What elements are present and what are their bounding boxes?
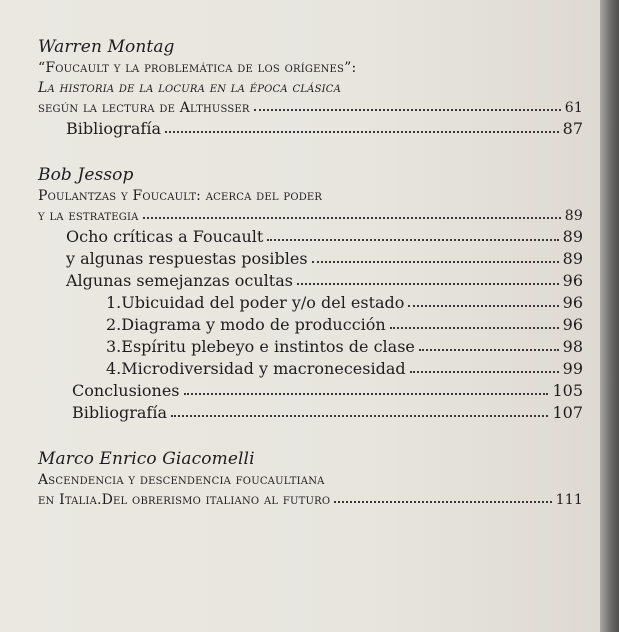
toc-row-label: en Italia.Del obrerismo italiano al futuro — [38, 492, 331, 508]
toc-row — [38, 490, 583, 510]
dot-leader — [254, 97, 561, 111]
toc-entry — [38, 448, 583, 510]
toc-row-label: Bibliografía — [66, 119, 161, 138]
dot-leader — [267, 227, 558, 241]
dot-leader — [334, 489, 551, 503]
toc-author: Bob Jessop — [38, 165, 134, 185]
dot-leader — [165, 119, 559, 133]
toc-row-label: Algunas semejanzas ocultas — [66, 271, 293, 290]
toc-chapter-title: Poulantzas y Foucault: acerca del poder — [38, 188, 323, 204]
toc-page-number: 61 — [564, 100, 583, 116]
toc-row — [38, 314, 583, 336]
toc-page-number: 89 — [562, 227, 583, 246]
toc-row — [38, 402, 583, 424]
toc-row — [38, 292, 583, 314]
toc-row-label: y la estrategia — [38, 208, 139, 224]
dot-leader — [171, 403, 548, 417]
dot-leader — [390, 315, 559, 329]
toc-row-label: 2.Diagrama y modo de producción — [106, 315, 386, 334]
toc-page-number: 99 — [562, 359, 583, 378]
toc-page-number: 98 — [562, 337, 583, 356]
dot-leader — [297, 271, 559, 285]
toc-row-label: y algunas respuestas posibles — [66, 249, 308, 268]
table-of-contents — [38, 36, 583, 534]
toc-row — [38, 336, 583, 358]
toc-page-number: 107 — [552, 403, 583, 422]
dot-leader — [410, 359, 559, 373]
toc-page-number: 87 — [562, 119, 583, 138]
toc-entry — [38, 36, 583, 140]
dot-leader — [419, 337, 559, 351]
toc-entry — [38, 164, 583, 424]
toc-page-number: 89 — [564, 208, 583, 224]
toc-row-label: Ocho críticas a Foucault — [66, 227, 264, 246]
toc-row — [38, 380, 583, 402]
toc-author: Warren Montag — [38, 37, 175, 57]
toc-row — [38, 118, 583, 140]
toc-page-number: 96 — [562, 315, 583, 334]
toc-row-label: 4.Microdiversidad y macronecesidad — [106, 359, 406, 378]
toc-row — [38, 226, 583, 248]
toc-row-label: 1.Ubicuidad del poder y/o del estado — [106, 293, 405, 312]
toc-page-number: 96 — [562, 271, 583, 290]
toc-row-label: según la lectura de Althusser — [38, 100, 250, 116]
toc-row — [38, 358, 583, 380]
dot-leader — [143, 205, 561, 219]
dot-leader — [312, 249, 559, 263]
toc-chapter-title: La historia de la locura en la época clásica — [38, 80, 342, 96]
toc-page-number: 96 — [562, 293, 583, 312]
toc-row-label: Conclusiones — [72, 381, 180, 400]
toc-page-number: 105 — [552, 381, 583, 400]
toc-page-number: 89 — [562, 249, 583, 268]
toc-row-label: Bibliografía — [72, 403, 167, 422]
toc-row — [38, 206, 583, 226]
toc-row-label: 3.Espíritu plebeyo e instintos de clase — [106, 337, 415, 356]
dot-leader — [408, 293, 558, 307]
toc-page-number: 111 — [555, 492, 583, 508]
toc-chapter-title: Ascendencia y descendencia foucaultiana — [38, 472, 325, 488]
toc-author: Marco Enrico Giacomelli — [38, 449, 255, 469]
page-edge-shadow — [600, 0, 619, 632]
toc-row — [38, 270, 583, 292]
toc-row — [38, 248, 583, 270]
toc-chapter-title: “Foucault y la problemática de los orígenes”: — [38, 60, 357, 76]
dot-leader — [184, 381, 549, 395]
toc-row — [38, 98, 583, 118]
